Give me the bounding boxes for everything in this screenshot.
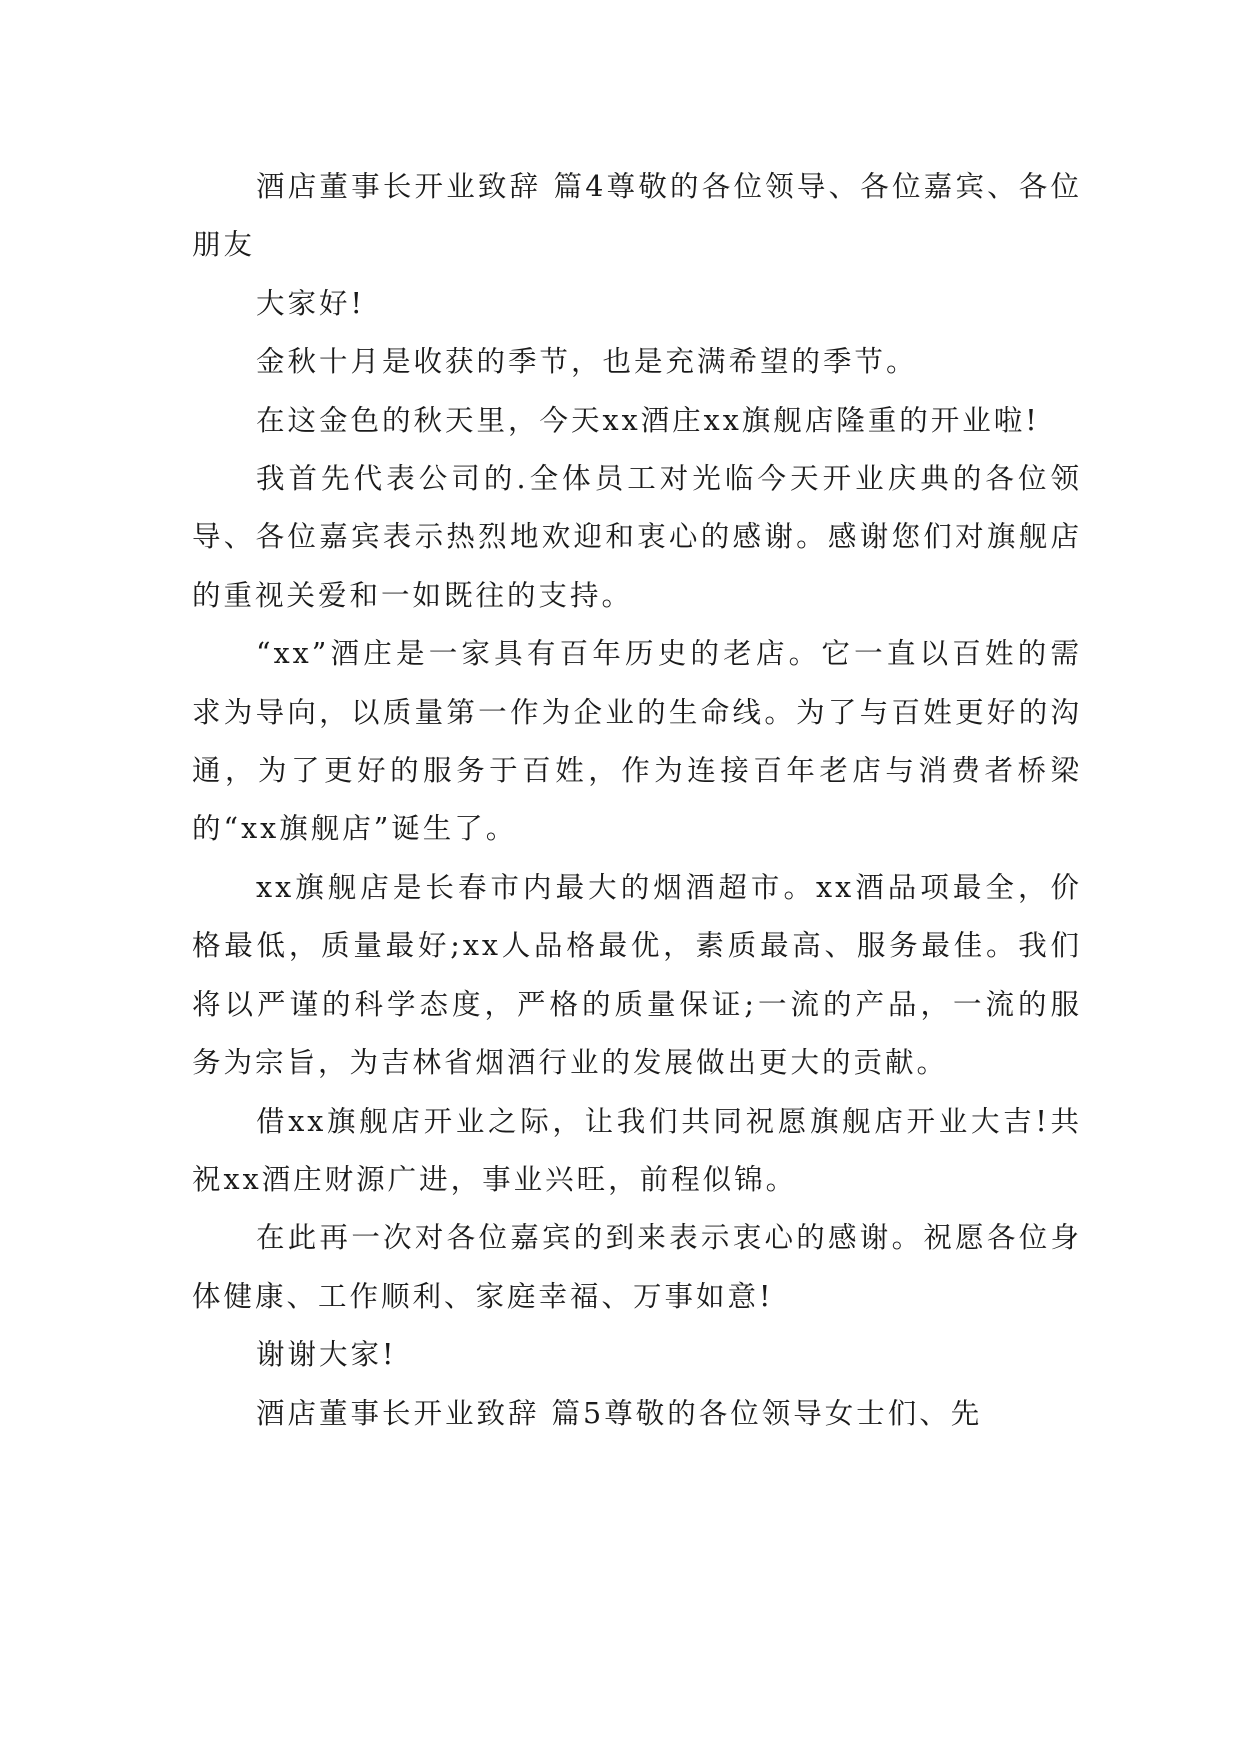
paragraph-wishes: 借xx旗舰店开业之际，让我们共同祝愿旗舰店开业大吉!共祝xx酒庄财源广进，事业兴旺，前程似锦。: [192, 1104, 1082, 1196]
document-body: [192, 158, 1082, 1443]
paragraph-thanks-guests: 在此再一次对各位嘉宾的到来表示衷心的感谢。祝愿各位身体健康、工作顺利、家庭幸福、万事如意!: [192, 1221, 1082, 1313]
paragraph-welcome: 我首先代表公司的.全体员工对光临今天开业庆典的各位领导、各位嘉宾表示热烈地欢迎和衷心的感谢。感谢您们对旗舰店的重视关爱和一如既往的支持。: [192, 462, 1082, 612]
paragraph-heading-4: 酒店董事长开业致辞 篇4尊敬的各位领导、各位嘉宾、各位朋友: [192, 170, 1082, 262]
paragraph-opening: 在这金色的秋天里，今天xx酒庄xx旗舰店隆重的开业啦!: [256, 403, 1040, 437]
paragraph-store-intro: xx旗舰店是长春市内最大的烟酒超市。xx酒品项最全，价格最低，质量最好;xx人品格最优，素质最高、服务最佳。我们将以严谨的科学态度，严格的质量保证;一流的产品，一流的服务为宗旨，为吉林省烟酒行业的发展做出更大的贡献。: [192, 870, 1082, 1080]
paragraph-thank-you: 谢谢大家!: [256, 1338, 397, 1372]
paragraph-history: “xx”酒庄是一家具有百年历史的老店。它一直以百姓的需求为导向，以质量第一作为企业的生命线。为了与百姓更好的沟通，为了更好的服务于百姓，作为连接百年老店与消费者桥梁的“xx旗舰店”诞生了。: [192, 637, 1082, 846]
paragraph-heading-5: 酒店董事长开业致辞 篇5尊敬的各位领导女士们、先: [256, 1396, 983, 1430]
paragraph-season: 金秋十月是收获的季节，也是充满希望的季节。: [256, 345, 918, 379]
paragraph-greeting: 大家好!: [256, 286, 365, 320]
